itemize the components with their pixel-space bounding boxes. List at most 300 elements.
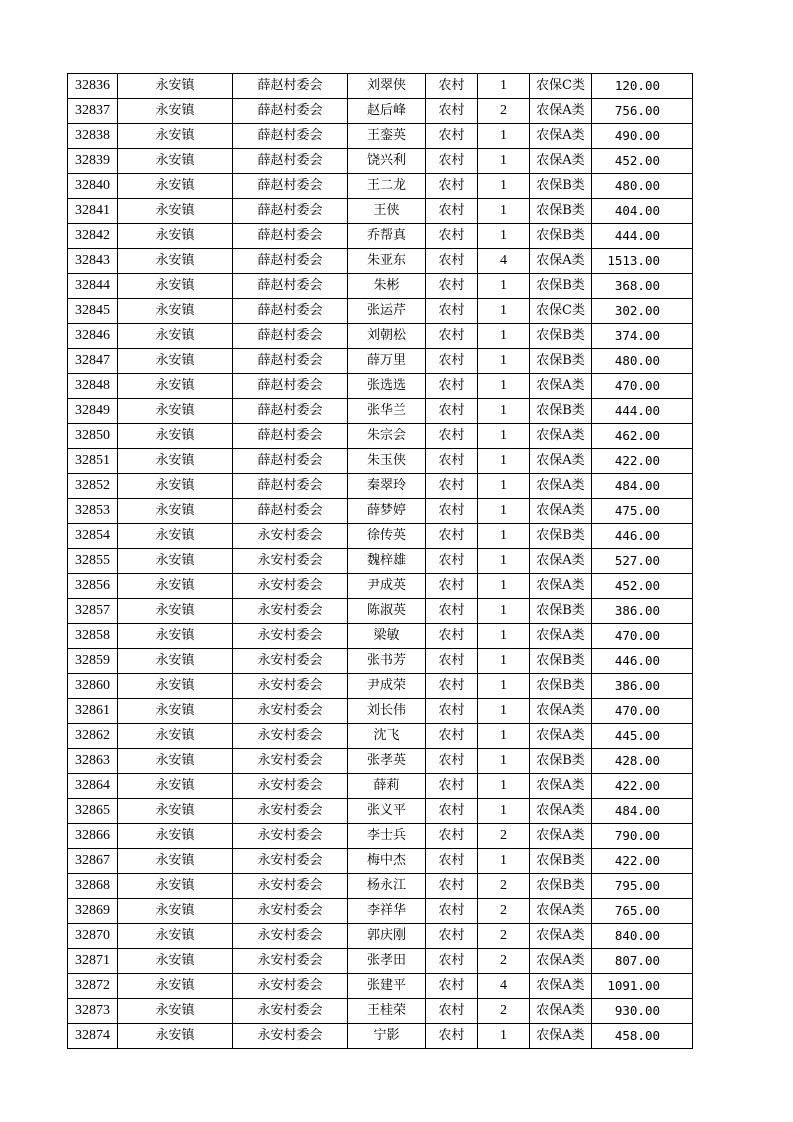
insurance-class-cell: 农保A类 (530, 624, 592, 649)
household-type-cell: 农村 (426, 599, 478, 624)
town-cell: 永安镇 (118, 799, 233, 824)
insurance-class-cell: 农保A类 (530, 774, 592, 799)
household-type-cell: 农村 (426, 899, 478, 924)
household-type-cell: 农村 (426, 799, 478, 824)
village-committee-cell: 永安村委会 (233, 549, 348, 574)
insurance-class-cell: 农保B类 (530, 849, 592, 874)
insurance-class-cell: 农保B类 (530, 349, 592, 374)
name-cell: 梅中杰 (348, 849, 426, 874)
person-count-cell: 1 (478, 324, 530, 349)
name-cell: 秦翠玲 (348, 474, 426, 499)
person-count-cell: 2 (478, 899, 530, 924)
village-committee-cell: 永安村委会 (233, 924, 348, 949)
insurance-class-cell: 农保B类 (530, 224, 592, 249)
village-committee-cell: 永安村委会 (233, 649, 348, 674)
name-cell: 张华兰 (348, 399, 426, 424)
person-count-cell: 1 (478, 774, 530, 799)
household-type-cell: 农村 (426, 549, 478, 574)
record-id: 32842 (68, 224, 118, 249)
insurance-class-cell: 农保A类 (530, 999, 592, 1024)
table-row (68, 549, 693, 574)
amount-cell: 120.00 (592, 74, 693, 99)
household-type-cell: 农村 (426, 149, 478, 174)
household-type-cell: 农村 (426, 924, 478, 949)
person-count-cell: 1 (478, 174, 530, 199)
record-id: 32852 (68, 474, 118, 499)
town-cell: 永安镇 (118, 699, 233, 724)
person-count-cell: 1 (478, 674, 530, 699)
table-row (68, 374, 693, 399)
amount-cell: 1513.00 (592, 249, 693, 274)
record-id: 32873 (68, 999, 118, 1024)
household-type-cell: 农村 (426, 349, 478, 374)
table-row (68, 999, 693, 1024)
person-count-cell: 1 (478, 74, 530, 99)
record-id: 32838 (68, 124, 118, 149)
insurance-class-cell: 农保A类 (530, 474, 592, 499)
insurance-class-cell: 农保A类 (530, 249, 592, 274)
village-committee-cell: 永安村委会 (233, 799, 348, 824)
household-type-cell: 农村 (426, 574, 478, 599)
records-table-body (68, 74, 693, 1049)
insurance-class-cell: 农保A类 (530, 1024, 592, 1049)
name-cell: 刘朝松 (348, 324, 426, 349)
person-count-cell: 1 (478, 124, 530, 149)
town-cell: 永安镇 (118, 774, 233, 799)
name-cell: 王銮英 (348, 124, 426, 149)
amount-cell: 470.00 (592, 624, 693, 649)
household-type-cell: 农村 (426, 774, 478, 799)
amount-cell: 795.00 (592, 874, 693, 899)
name-cell: 乔帮真 (348, 224, 426, 249)
table-row (68, 949, 693, 974)
amount-cell: 930.00 (592, 999, 693, 1024)
household-type-cell: 农村 (426, 974, 478, 999)
person-count-cell: 1 (478, 624, 530, 649)
amount-cell: 840.00 (592, 924, 693, 949)
town-cell: 永安镇 (118, 474, 233, 499)
table-row (68, 99, 693, 124)
town-cell: 永安镇 (118, 674, 233, 699)
table-row (68, 399, 693, 424)
name-cell: 朱宗会 (348, 424, 426, 449)
person-count-cell: 2 (478, 99, 530, 124)
household-type-cell: 农村 (426, 249, 478, 274)
village-committee-cell: 永安村委会 (233, 974, 348, 999)
amount-cell: 484.00 (592, 474, 693, 499)
person-count-cell: 2 (478, 874, 530, 899)
name-cell: 张义平 (348, 799, 426, 824)
person-count-cell: 2 (478, 949, 530, 974)
amount-cell: 480.00 (592, 174, 693, 199)
table-row (68, 224, 693, 249)
insurance-class-cell: 农保B类 (530, 524, 592, 549)
insurance-class-cell: 农保B类 (530, 649, 592, 674)
record-id: 32855 (68, 549, 118, 574)
name-cell: 张选选 (348, 374, 426, 399)
record-id: 32848 (68, 374, 118, 399)
town-cell: 永安镇 (118, 199, 233, 224)
table-row (68, 924, 693, 949)
household-type-cell: 农村 (426, 749, 478, 774)
amount-cell: 480.00 (592, 349, 693, 374)
household-type-cell: 农村 (426, 499, 478, 524)
insurance-class-cell: 农保A类 (530, 499, 592, 524)
table-row (68, 799, 693, 824)
household-type-cell: 农村 (426, 174, 478, 199)
town-cell: 永安镇 (118, 1024, 233, 1049)
village-committee-cell: 永安村委会 (233, 624, 348, 649)
person-count-cell: 1 (478, 499, 530, 524)
town-cell: 永安镇 (118, 449, 233, 474)
table-row (68, 449, 693, 474)
household-type-cell: 农村 (426, 424, 478, 449)
name-cell: 薛万里 (348, 349, 426, 374)
town-cell: 永安镇 (118, 249, 233, 274)
household-type-cell: 农村 (426, 674, 478, 699)
record-id: 32861 (68, 699, 118, 724)
name-cell: 杨永江 (348, 874, 426, 899)
person-count-cell: 1 (478, 149, 530, 174)
record-id: 32841 (68, 199, 118, 224)
amount-cell: 452.00 (592, 149, 693, 174)
town-cell: 永安镇 (118, 499, 233, 524)
insurance-class-cell: 农保B类 (530, 199, 592, 224)
insurance-class-cell: 农保A类 (530, 424, 592, 449)
household-type-cell: 农村 (426, 224, 478, 249)
household-type-cell: 农村 (426, 524, 478, 549)
household-type-cell: 农村 (426, 649, 478, 674)
town-cell: 永安镇 (118, 924, 233, 949)
amount-cell: 444.00 (592, 399, 693, 424)
name-cell: 张孝英 (348, 749, 426, 774)
record-id: 32851 (68, 449, 118, 474)
table-row (68, 474, 693, 499)
town-cell: 永安镇 (118, 749, 233, 774)
town-cell: 永安镇 (118, 624, 233, 649)
person-count-cell: 1 (478, 424, 530, 449)
record-id: 32863 (68, 749, 118, 774)
table-row (68, 1024, 693, 1049)
town-cell: 永安镇 (118, 999, 233, 1024)
household-type-cell: 农村 (426, 624, 478, 649)
village-committee-cell: 薛赵村委会 (233, 349, 348, 374)
record-id: 32847 (68, 349, 118, 374)
amount-cell: 446.00 (592, 524, 693, 549)
household-type-cell: 农村 (426, 74, 478, 99)
village-committee-cell: 永安村委会 (233, 724, 348, 749)
table-row (68, 499, 693, 524)
person-count-cell: 2 (478, 924, 530, 949)
name-cell: 张书芳 (348, 649, 426, 674)
records-table (67, 73, 693, 1049)
table-row (68, 674, 693, 699)
amount-cell: 422.00 (592, 449, 693, 474)
table-row (68, 774, 693, 799)
table-row (68, 599, 693, 624)
person-count-cell: 1 (478, 374, 530, 399)
record-id: 32840 (68, 174, 118, 199)
person-count-cell: 2 (478, 999, 530, 1024)
record-id: 32836 (68, 74, 118, 99)
insurance-class-cell: 农保B类 (530, 599, 592, 624)
amount-cell: 765.00 (592, 899, 693, 924)
amount-cell: 302.00 (592, 299, 693, 324)
table-row (68, 274, 693, 299)
village-committee-cell: 薛赵村委会 (233, 374, 348, 399)
household-type-cell: 农村 (426, 324, 478, 349)
person-count-cell: 1 (478, 474, 530, 499)
name-cell: 陈淑英 (348, 599, 426, 624)
person-count-cell: 1 (478, 274, 530, 299)
household-type-cell: 农村 (426, 949, 478, 974)
insurance-class-cell: 农保C类 (530, 74, 592, 99)
table-row (68, 974, 693, 999)
insurance-class-cell: 农保A类 (530, 549, 592, 574)
insurance-class-cell: 农保B类 (530, 674, 592, 699)
name-cell: 张孝田 (348, 949, 426, 974)
name-cell: 李士兵 (348, 824, 426, 849)
town-cell: 永安镇 (118, 324, 233, 349)
insurance-class-cell: 农保A类 (530, 799, 592, 824)
person-count-cell: 4 (478, 974, 530, 999)
town-cell: 永安镇 (118, 599, 233, 624)
record-id: 32850 (68, 424, 118, 449)
record-id: 32839 (68, 149, 118, 174)
household-type-cell: 农村 (426, 299, 478, 324)
table-row (68, 249, 693, 274)
town-cell: 永安镇 (118, 149, 233, 174)
table-row (68, 749, 693, 774)
insurance-class-cell: 农保C类 (530, 299, 592, 324)
name-cell: 朱玉侠 (348, 449, 426, 474)
village-committee-cell: 薛赵村委会 (233, 199, 348, 224)
village-committee-cell: 薛赵村委会 (233, 224, 348, 249)
village-committee-cell: 薛赵村委会 (233, 249, 348, 274)
village-committee-cell: 永安村委会 (233, 824, 348, 849)
name-cell: 李祥华 (348, 899, 426, 924)
village-committee-cell: 薛赵村委会 (233, 274, 348, 299)
name-cell: 赵后峰 (348, 99, 426, 124)
record-id: 32844 (68, 274, 118, 299)
record-id: 32871 (68, 949, 118, 974)
town-cell: 永安镇 (118, 124, 233, 149)
town-cell: 永安镇 (118, 224, 233, 249)
household-type-cell: 农村 (426, 124, 478, 149)
town-cell: 永安镇 (118, 574, 233, 599)
village-committee-cell: 永安村委会 (233, 1024, 348, 1049)
amount-cell: 470.00 (592, 374, 693, 399)
amount-cell: 807.00 (592, 949, 693, 974)
name-cell: 尹成英 (348, 574, 426, 599)
record-id: 32865 (68, 799, 118, 824)
table-row (68, 724, 693, 749)
person-count-cell: 1 (478, 399, 530, 424)
person-count-cell: 2 (478, 824, 530, 849)
household-type-cell: 农村 (426, 399, 478, 424)
name-cell: 张建平 (348, 974, 426, 999)
village-committee-cell: 薛赵村委会 (233, 324, 348, 349)
amount-cell: 445.00 (592, 724, 693, 749)
amount-cell: 452.00 (592, 574, 693, 599)
village-committee-cell: 永安村委会 (233, 699, 348, 724)
amount-cell: 490.00 (592, 124, 693, 149)
town-cell: 永安镇 (118, 849, 233, 874)
person-count-cell: 1 (478, 524, 530, 549)
person-count-cell: 1 (478, 224, 530, 249)
amount-cell: 428.00 (592, 749, 693, 774)
amount-cell: 386.00 (592, 674, 693, 699)
insurance-class-cell: 农保A类 (530, 99, 592, 124)
insurance-class-cell: 农保A类 (530, 974, 592, 999)
village-committee-cell: 永安村委会 (233, 874, 348, 899)
name-cell: 饶兴利 (348, 149, 426, 174)
household-type-cell: 农村 (426, 724, 478, 749)
household-type-cell: 农村 (426, 99, 478, 124)
name-cell: 薛梦婷 (348, 499, 426, 524)
amount-cell: 756.00 (592, 99, 693, 124)
name-cell: 刘翠侠 (348, 74, 426, 99)
village-committee-cell: 薛赵村委会 (233, 399, 348, 424)
town-cell: 永安镇 (118, 299, 233, 324)
village-committee-cell: 永安村委会 (233, 774, 348, 799)
amount-cell: 1091.00 (592, 974, 693, 999)
table-row (68, 299, 693, 324)
village-committee-cell: 薛赵村委会 (233, 499, 348, 524)
name-cell: 王侠 (348, 199, 426, 224)
insurance-class-cell: 农保A类 (530, 124, 592, 149)
village-committee-cell: 薛赵村委会 (233, 449, 348, 474)
table-row (68, 824, 693, 849)
town-cell: 永安镇 (118, 649, 233, 674)
household-type-cell: 农村 (426, 199, 478, 224)
name-cell: 郭庆刚 (348, 924, 426, 949)
name-cell: 薛莉 (348, 774, 426, 799)
record-id: 32869 (68, 899, 118, 924)
table-row (68, 699, 693, 724)
insurance-class-cell: 农保A类 (530, 699, 592, 724)
village-committee-cell: 永安村委会 (233, 999, 348, 1024)
town-cell: 永安镇 (118, 524, 233, 549)
name-cell: 张运芹 (348, 299, 426, 324)
village-committee-cell: 永安村委会 (233, 849, 348, 874)
person-count-cell: 1 (478, 649, 530, 674)
name-cell: 魏梓雄 (348, 549, 426, 574)
name-cell: 沈飞 (348, 724, 426, 749)
record-id: 32846 (68, 324, 118, 349)
name-cell: 朱亚东 (348, 249, 426, 274)
household-type-cell: 农村 (426, 699, 478, 724)
record-id: 32849 (68, 399, 118, 424)
village-committee-cell: 永安村委会 (233, 749, 348, 774)
table-row (68, 524, 693, 549)
person-count-cell: 1 (478, 549, 530, 574)
name-cell: 宁影 (348, 1024, 426, 1049)
record-id: 32868 (68, 874, 118, 899)
insurance-class-cell: 农保A类 (530, 374, 592, 399)
record-id: 32872 (68, 974, 118, 999)
village-committee-cell: 薛赵村委会 (233, 474, 348, 499)
village-committee-cell: 永安村委会 (233, 949, 348, 974)
table-row (68, 349, 693, 374)
insurance-class-cell: 农保A类 (530, 574, 592, 599)
table-row (68, 124, 693, 149)
amount-cell: 462.00 (592, 424, 693, 449)
amount-cell: 368.00 (592, 274, 693, 299)
household-type-cell: 农村 (426, 999, 478, 1024)
household-type-cell: 农村 (426, 474, 478, 499)
town-cell: 永安镇 (118, 174, 233, 199)
person-count-cell: 1 (478, 299, 530, 324)
town-cell: 永安镇 (118, 824, 233, 849)
record-id: 32856 (68, 574, 118, 599)
village-committee-cell: 薛赵村委会 (233, 149, 348, 174)
household-type-cell: 农村 (426, 274, 478, 299)
amount-cell: 422.00 (592, 849, 693, 874)
town-cell: 永安镇 (118, 74, 233, 99)
insurance-class-cell: 农保B类 (530, 749, 592, 774)
record-id: 32837 (68, 99, 118, 124)
table-row (68, 624, 693, 649)
amount-cell: 404.00 (592, 199, 693, 224)
town-cell: 永安镇 (118, 549, 233, 574)
town-cell: 永安镇 (118, 949, 233, 974)
name-cell: 徐传英 (348, 524, 426, 549)
town-cell: 永安镇 (118, 99, 233, 124)
town-cell: 永安镇 (118, 899, 233, 924)
table-row (68, 149, 693, 174)
amount-cell: 374.00 (592, 324, 693, 349)
name-cell: 王二龙 (348, 174, 426, 199)
insurance-class-cell: 农保B类 (530, 274, 592, 299)
amount-cell: 475.00 (592, 499, 693, 524)
village-committee-cell: 薛赵村委会 (233, 124, 348, 149)
record-id: 32853 (68, 499, 118, 524)
record-id: 32870 (68, 924, 118, 949)
table-row (68, 74, 693, 99)
insurance-class-cell: 农保B类 (530, 399, 592, 424)
record-id: 32858 (68, 624, 118, 649)
record-id: 32845 (68, 299, 118, 324)
amount-cell: 386.00 (592, 599, 693, 624)
amount-cell: 446.00 (592, 649, 693, 674)
insurance-class-cell: 农保B类 (530, 324, 592, 349)
insurance-class-cell: 农保B类 (530, 174, 592, 199)
record-id: 32859 (68, 649, 118, 674)
amount-cell: 458.00 (592, 1024, 693, 1049)
record-id: 32867 (68, 849, 118, 874)
town-cell: 永安镇 (118, 424, 233, 449)
village-committee-cell: 薛赵村委会 (233, 99, 348, 124)
table-row (68, 199, 693, 224)
record-id: 32860 (68, 674, 118, 699)
person-count-cell: 1 (478, 599, 530, 624)
table-row (68, 649, 693, 674)
village-committee-cell: 薛赵村委会 (233, 424, 348, 449)
person-count-cell: 1 (478, 724, 530, 749)
town-cell: 永安镇 (118, 874, 233, 899)
person-count-cell: 1 (478, 574, 530, 599)
person-count-cell: 1 (478, 449, 530, 474)
amount-cell: 444.00 (592, 224, 693, 249)
name-cell: 王桂荣 (348, 999, 426, 1024)
household-type-cell: 农村 (426, 374, 478, 399)
person-count-cell: 1 (478, 1024, 530, 1049)
amount-cell: 484.00 (592, 799, 693, 824)
village-committee-cell: 薛赵村委会 (233, 74, 348, 99)
household-type-cell: 农村 (426, 874, 478, 899)
person-count-cell: 1 (478, 849, 530, 874)
